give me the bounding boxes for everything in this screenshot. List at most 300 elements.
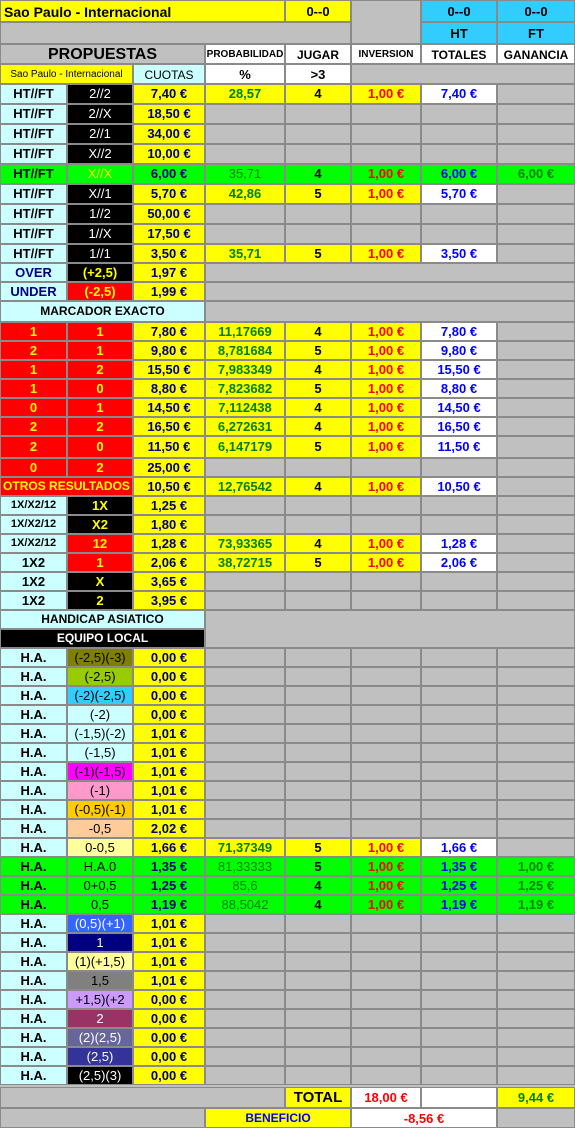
probabilidad-cell: [205, 1066, 285, 1085]
inversion-cell: 1,00 €: [351, 838, 421, 857]
htft-selection: 1//X: [67, 224, 133, 244]
score-away: 1: [67, 341, 133, 360]
inversion-cell: [351, 591, 421, 610]
probabilidad-cell: [205, 224, 285, 244]
cuota-cell: 5,70 €: [133, 184, 205, 204]
totales-cell: [421, 781, 497, 800]
x12-label: 1X2: [0, 591, 67, 610]
totales-cell: [421, 686, 497, 705]
totales-cell: 7,40 €: [421, 84, 497, 104]
htft-label: HT//FT: [0, 84, 67, 104]
cuota-cell: 14,50 €: [133, 398, 205, 417]
htft-selection: 2//1: [67, 124, 133, 144]
cuota-cell: 0,00 €: [133, 990, 205, 1009]
score-away: 2: [67, 458, 133, 477]
ganancia-cell: [497, 648, 575, 667]
ha-selection: (-2): [67, 705, 133, 724]
blank-cell: [205, 282, 575, 301]
cuota-cell: 6,00 €: [133, 164, 205, 184]
ha-label: H.A.: [0, 990, 67, 1009]
inversion-cell: 1,00 €: [351, 322, 421, 341]
probabilidad-cell: [205, 515, 285, 534]
ha-label: H.A.: [0, 743, 67, 762]
ganancia-cell: [497, 1009, 575, 1028]
jugar-cell: [285, 686, 351, 705]
jugar-cell: [285, 724, 351, 743]
cuota-cell: 1,35 €: [133, 857, 205, 876]
jugar-cell: [285, 224, 351, 244]
probabilidad-cell: [205, 667, 285, 686]
jugar-cell: [285, 648, 351, 667]
inversion-cell: [351, 496, 421, 515]
ha-label: H.A.: [0, 686, 67, 705]
ganancia-cell: [497, 144, 575, 164]
ha-selection: (-1)(-1,5): [67, 762, 133, 781]
ganancia-cell: [497, 84, 575, 104]
inversion-cell: [351, 224, 421, 244]
probabilidad-cell: [205, 458, 285, 477]
inversion-cell: [351, 204, 421, 224]
score-away: 0: [67, 436, 133, 458]
beneficio-label: BENEFICIO: [205, 1108, 351, 1128]
probabilidad-cell: [205, 990, 285, 1009]
cuota-cell: 10,00 €: [133, 144, 205, 164]
score-home: 2: [0, 341, 67, 360]
totales-cell: [421, 971, 497, 990]
totales-cell: [421, 933, 497, 952]
ganancia-cell: [497, 933, 575, 952]
probabilidad-cell: 42,86: [205, 184, 285, 204]
jugar-cell: 5: [285, 436, 351, 458]
ha-selection: H.A.0: [67, 857, 133, 876]
htft-selection: 1//1: [67, 244, 133, 263]
probabilidad-cell: [205, 971, 285, 990]
inversion-cell: 1,00 €: [351, 341, 421, 360]
otros-label: OTROS RESULTADOS: [0, 477, 133, 496]
ganancia-cell: [497, 743, 575, 762]
jugar-cell: [285, 952, 351, 971]
jugar-cell: [285, 144, 351, 164]
ha-label: H.A.: [0, 705, 67, 724]
inversion-cell: [351, 124, 421, 144]
cuota-cell: 1,01 €: [133, 933, 205, 952]
jugar-cell: [285, 781, 351, 800]
htft-label: HT//FT: [0, 244, 67, 263]
double-label: 1X/X2/12: [0, 496, 67, 515]
cuota-cell: 1,01 €: [133, 743, 205, 762]
ganancia-cell: [497, 341, 575, 360]
jugar-cell: 5: [285, 857, 351, 876]
cuota-cell: 1,01 €: [133, 781, 205, 800]
double-label: 1X/X2/12: [0, 515, 67, 534]
cuota-cell: 1,01 €: [133, 971, 205, 990]
ou-label: OVER: [0, 263, 67, 282]
jugar-cell: [285, 971, 351, 990]
inversion-cell: 1,00 €: [351, 184, 421, 204]
ha-label: H.A.: [0, 895, 67, 914]
ou-selection: (+2,5): [67, 263, 133, 282]
cuota-cell: 0,00 €: [133, 1028, 205, 1047]
ha-label: H.A.: [0, 971, 67, 990]
jugar-cell: 4: [285, 876, 351, 895]
ganancia-cell: [497, 204, 575, 224]
totales-cell: 8,80 €: [421, 379, 497, 398]
probabilidad-cell: [205, 1047, 285, 1066]
probabilidad-cell: 7,983349: [205, 360, 285, 379]
cuota-cell: 1,99 €: [133, 282, 205, 301]
ganancia-cell: [497, 515, 575, 534]
inversion-cell: 1,00 €: [351, 360, 421, 379]
total-inversion: 18,00 €: [351, 1087, 421, 1108]
probabilidad-cell: [205, 762, 285, 781]
probabilidad-cell: 8,781684: [205, 341, 285, 360]
probabilidad-cell: [205, 933, 285, 952]
ganancia-cell: [497, 184, 575, 204]
score-home: 1: [0, 360, 67, 379]
ganancia-cell: [497, 379, 575, 398]
cuota-cell: 7,80 €: [133, 322, 205, 341]
score-away: 1: [67, 322, 133, 341]
double-selection: 12: [67, 534, 133, 553]
probabilidad-cell: 88,5042: [205, 895, 285, 914]
probabilidad-header: PROBABILIDAD: [205, 44, 285, 64]
blank-footer: [497, 1108, 575, 1128]
score-home: 2: [0, 436, 67, 458]
ganancia-cell: [497, 534, 575, 553]
inversion-cell: [351, 1047, 421, 1066]
probabilidad-cell: [205, 124, 285, 144]
cuota-cell: 0,00 €: [133, 686, 205, 705]
ha-selection: 1,5: [67, 971, 133, 990]
probabilidad-cell: 35,71: [205, 164, 285, 184]
jugar-cell: [285, 667, 351, 686]
ha-label: H.A.: [0, 819, 67, 838]
propuestas-header: PROPUESTAS: [0, 44, 205, 64]
inversion-cell: 1,00 €: [351, 876, 421, 895]
ft-label: FT: [497, 22, 575, 44]
ha-selection: +1,5)(+2: [67, 990, 133, 1009]
ou-label: UNDER: [0, 282, 67, 301]
ganancia-cell: [497, 591, 575, 610]
cuota-cell: 0,00 €: [133, 1066, 205, 1085]
inversion-cell: [351, 914, 421, 933]
totales-cell: [421, 496, 497, 515]
ganancia-cell: [497, 705, 575, 724]
inversion-cell: [351, 667, 421, 686]
probabilidad-cell: [205, 1009, 285, 1028]
blank-cell: [351, 0, 421, 44]
cuota-cell: 18,50 €: [133, 104, 205, 124]
score-away: 1: [67, 398, 133, 417]
ha-selection: (-1,5): [67, 743, 133, 762]
ha-selection: 2: [67, 1009, 133, 1028]
cuota-cell: 0,00 €: [133, 1009, 205, 1028]
ha-label: H.A.: [0, 800, 67, 819]
jugar-cell: 5: [285, 379, 351, 398]
totales-cell: [421, 515, 497, 534]
blank-row: [0, 22, 351, 44]
totales-cell: 9,80 €: [421, 341, 497, 360]
totales-cell: 1,25 €: [421, 876, 497, 895]
ha-label: H.A.: [0, 838, 67, 857]
score-home: 1: [0, 379, 67, 398]
cuota-cell: 3,95 €: [133, 591, 205, 610]
totales-cell: [421, 952, 497, 971]
inversion-cell: 1,00 €: [351, 379, 421, 398]
cuota-cell: 16,50 €: [133, 417, 205, 436]
jugar-cell: [285, 800, 351, 819]
ganancia-cell: [497, 914, 575, 933]
ha-selection: 0,5: [67, 895, 133, 914]
totales-cell: [421, 458, 497, 477]
inversion-cell: [351, 1028, 421, 1047]
htft-label: HT//FT: [0, 224, 67, 244]
score-cell: 0--0: [285, 0, 351, 22]
probabilidad-cell: [205, 914, 285, 933]
gt3-header: >3: [285, 64, 351, 84]
total-ganancia: 9,44 €: [497, 1087, 575, 1108]
htft-label: HT//FT: [0, 164, 67, 184]
cuota-cell: 8,80 €: [133, 379, 205, 398]
totales-cell: [421, 591, 497, 610]
cuota-cell: 17,50 €: [133, 224, 205, 244]
ganancia-cell: [497, 990, 575, 1009]
total-label: TOTAL: [285, 1087, 351, 1108]
ha-selection: (2,5)(3): [67, 1066, 133, 1085]
marcador-title: MARCADOR EXACTO: [0, 301, 205, 322]
jugar-cell: [285, 496, 351, 515]
jugar-cell: 4: [285, 360, 351, 379]
blank-cell: [351, 64, 575, 84]
inversion-cell: [351, 458, 421, 477]
ha-selection: 0+0,5: [67, 876, 133, 895]
jugar-cell: [285, 762, 351, 781]
htft-label: HT//FT: [0, 144, 67, 164]
jugar-cell: [285, 124, 351, 144]
cuota-cell: 7,40 €: [133, 84, 205, 104]
htft-selection: 1//2: [67, 204, 133, 224]
cuota-cell: 25,00 €: [133, 458, 205, 477]
totales-cell: [421, 800, 497, 819]
ht-label: HT: [421, 22, 497, 44]
jugar-cell: [285, 819, 351, 838]
match-small: Sao Paulo - Internacional: [0, 64, 133, 84]
probabilidad-cell: [205, 819, 285, 838]
inversion-cell: [351, 1009, 421, 1028]
x12-label: 1X2: [0, 572, 67, 591]
match-title: Sao Paulo - Internacional: [0, 0, 285, 22]
ha-selection: (-2,5)(-3): [67, 648, 133, 667]
inversion-cell: 1,00 €: [351, 534, 421, 553]
ganancia-cell: [497, 417, 575, 436]
ganancia-cell: [497, 124, 575, 144]
inversion-cell: 1,00 €: [351, 857, 421, 876]
htft-label: HT//FT: [0, 104, 67, 124]
ha-selection: (-2,5): [67, 667, 133, 686]
inversion-cell: 1,00 €: [351, 398, 421, 417]
jugar-cell: 4: [285, 417, 351, 436]
totales-cell: 3,50 €: [421, 244, 497, 263]
jugar-cell: [285, 705, 351, 724]
cuota-cell: 50,00 €: [133, 204, 205, 224]
ganancia-cell: [497, 971, 575, 990]
cuota-cell: 0,00 €: [133, 667, 205, 686]
blank-footer: [0, 1087, 285, 1108]
jugar-cell: 5: [285, 838, 351, 857]
inversion-cell: [351, 990, 421, 1009]
cuota-cell: 1,25 €: [133, 496, 205, 515]
jugar-cell: 4: [285, 398, 351, 417]
ganancia-cell: [497, 572, 575, 591]
jugar-cell: [285, 458, 351, 477]
jugar-cell: [285, 1028, 351, 1047]
ha-label: H.A.: [0, 914, 67, 933]
jugar-cell: 5: [285, 184, 351, 204]
ganancia-cell: [497, 952, 575, 971]
jugar-cell: 5: [285, 341, 351, 360]
inversion-cell: 1,00 €: [351, 244, 421, 263]
totales-cell: 16,50 €: [421, 417, 497, 436]
cuota-cell: 0,00 €: [133, 705, 205, 724]
jugar-cell: [285, 933, 351, 952]
totales-cell: 1,19 €: [421, 895, 497, 914]
cuota-cell: 0,00 €: [133, 648, 205, 667]
inversion-cell: [351, 515, 421, 534]
inversion-cell: [351, 743, 421, 762]
jugar-cell: [285, 591, 351, 610]
ganancia-cell: [497, 477, 575, 496]
ganancia-cell: [497, 458, 575, 477]
totales-cell: [421, 819, 497, 838]
probabilidad-cell: [205, 496, 285, 515]
htft-selection: 2//2: [67, 84, 133, 104]
cuota-cell: 1,97 €: [133, 263, 205, 282]
probabilidad-cell: [205, 952, 285, 971]
totales-cell: [421, 743, 497, 762]
cuota-cell: 9,80 €: [133, 341, 205, 360]
cuota-cell: 1,19 €: [133, 895, 205, 914]
totales-cell: 14,50 €: [421, 398, 497, 417]
ha-label: H.A.: [0, 648, 67, 667]
handicap-title: HANDICAP ASIATICO: [0, 610, 205, 629]
cuota-cell: 1,28 €: [133, 534, 205, 553]
ha-selection: -0,5: [67, 819, 133, 838]
ha-label: H.A.: [0, 933, 67, 952]
cuota-cell: 1,01 €: [133, 914, 205, 933]
ganancia-cell: [497, 762, 575, 781]
probabilidad-cell: [205, 781, 285, 800]
totales-cell: 2,06 €: [421, 553, 497, 572]
inversion-cell: [351, 762, 421, 781]
totales-cell: 1,66 €: [421, 838, 497, 857]
totales-cell: [421, 572, 497, 591]
ha-label: H.A.: [0, 781, 67, 800]
probabilidad-cell: [205, 1028, 285, 1047]
htft-selection: X//1: [67, 184, 133, 204]
inversion-cell: [351, 971, 421, 990]
ganancia-cell: [497, 800, 575, 819]
totales-cell: [421, 1028, 497, 1047]
cuota-cell: 1,01 €: [133, 762, 205, 781]
ha-selection: (-1,5)(-2): [67, 724, 133, 743]
probabilidad-cell: [205, 743, 285, 762]
jugar-cell: [285, 204, 351, 224]
totales-cell: [421, 762, 497, 781]
ha-selection: (-0,5)(-1): [67, 800, 133, 819]
totales-cell: [421, 705, 497, 724]
cuota-cell: 1,66 €: [133, 838, 205, 857]
inversion-cell: [351, 104, 421, 124]
ganancia-cell: [497, 322, 575, 341]
ha-label: H.A.: [0, 1009, 67, 1028]
ganancia-cell: [497, 224, 575, 244]
cuota-cell: 1,01 €: [133, 800, 205, 819]
probabilidad-cell: [205, 572, 285, 591]
total-blank: [421, 1087, 497, 1108]
blank-cell: [205, 610, 575, 648]
cuota-cell: 15,50 €: [133, 360, 205, 379]
probabilidad-cell: 7,823682: [205, 379, 285, 398]
probabilidad-cell: 12,76542: [205, 477, 285, 496]
probabilidad-cell: 6,272631: [205, 417, 285, 436]
ht-score: 0--0: [421, 0, 497, 22]
inversion-cell: [351, 648, 421, 667]
totales-cell: 5,70 €: [421, 184, 497, 204]
ganancia-cell: [497, 667, 575, 686]
cuota-cell: 1,80 €: [133, 515, 205, 534]
probabilidad-cell: 11,17669: [205, 322, 285, 341]
totales-cell: [421, 1009, 497, 1028]
ganancia-cell: 1,00 €: [497, 857, 575, 876]
ganancia-cell: [497, 553, 575, 572]
probabilidad-cell: [205, 686, 285, 705]
totales-cell: 1,28 €: [421, 534, 497, 553]
probabilidad-cell: 35,71: [205, 244, 285, 263]
htft-label: HT//FT: [0, 204, 67, 224]
jugar-cell: [285, 1009, 351, 1028]
totales-header: TOTALES: [421, 44, 497, 64]
x12-selection: 1: [67, 553, 133, 572]
ha-selection: 0-0,5: [67, 838, 133, 857]
score-away: 2: [67, 360, 133, 379]
totales-cell: 7,80 €: [421, 322, 497, 341]
ha-label: H.A.: [0, 762, 67, 781]
probabilidad-cell: [205, 800, 285, 819]
jugar-cell: 4: [285, 895, 351, 914]
ganancia-cell: 6,00 €: [497, 164, 575, 184]
ha-selection: (0,5)(+1): [67, 914, 133, 933]
jugar-cell: [285, 104, 351, 124]
inversion-cell: 1,00 €: [351, 436, 421, 458]
score-home: 0: [0, 458, 67, 477]
probabilidad-cell: 7,112438: [205, 398, 285, 417]
percent-header: %: [205, 64, 285, 84]
totales-cell: [421, 990, 497, 1009]
totales-cell: [421, 224, 497, 244]
ganancia-cell: 1,25 €: [497, 876, 575, 895]
ft-score: 0--0: [497, 0, 575, 22]
cuota-cell: 3,50 €: [133, 244, 205, 263]
probabilidad-cell: 81,33333: [205, 857, 285, 876]
totales-cell: 10,50 €: [421, 477, 497, 496]
totales-cell: [421, 124, 497, 144]
probabilidad-cell: [205, 104, 285, 124]
x12-selection: 2: [67, 591, 133, 610]
ganancia-cell: [497, 1066, 575, 1085]
double-selection: X2: [67, 515, 133, 534]
ganancia-cell: [497, 360, 575, 379]
equipo-title: EQUIPO LOCAL: [0, 629, 205, 648]
